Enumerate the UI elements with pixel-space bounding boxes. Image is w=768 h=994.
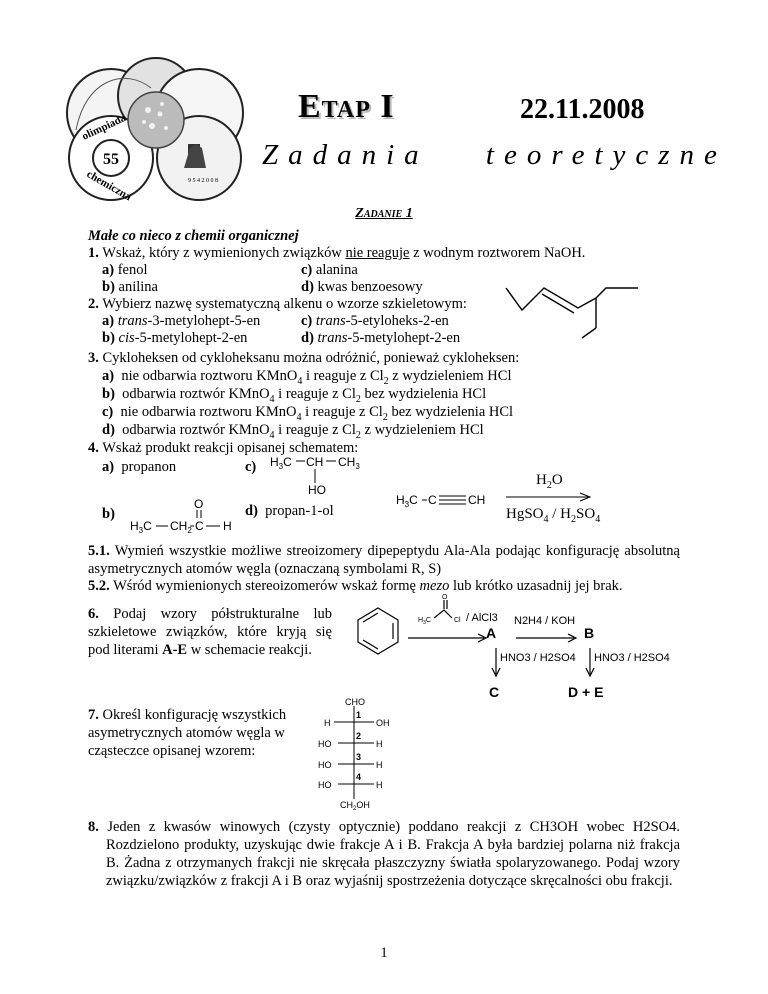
svg-text:CH3: $CH_3$ (338, 455, 360, 471)
stage-title: Etap I (298, 88, 395, 125)
svg-text:H3C: $H_3C$ (270, 455, 292, 471)
label-B: B (584, 625, 595, 641)
svg-text:HO: HO (318, 760, 332, 770)
exam-date: 22.11.2008 (520, 94, 645, 125)
svg-text:C: C (195, 519, 204, 533)
q3-option-d: d) odbarwia roztwór KMnO$_4$ i reaguje z $Cl_2$ z wydzieleniem HCl (102, 422, 484, 441)
q4-option-d: d) propan-1-ol (245, 503, 334, 519)
q1-option-a: a) fenol (102, 262, 148, 278)
q3-option-c: c) nie odbarwia roztworu KMnO$_4$ i reaguje z $Cl_2$ bez wydzielenia HCl (102, 404, 514, 423)
svg-text:CH: CH (306, 455, 324, 469)
q2-option-a: a) trans-3-metylohept-5-en (102, 313, 261, 329)
svg-text:2: 2 (356, 731, 362, 741)
q4-option-a: a) propanon (102, 459, 177, 475)
svg-text:H: H (376, 780, 383, 790)
q3-option-a: a) nie odbarwia roztworu KMnO$_4$ i reaguje z $Cl_2$ z wydzieleniem HCl (102, 368, 512, 387)
svg-text:3: 3 (356, 752, 362, 762)
svg-text:HO: HO (318, 739, 332, 749)
q2-option-b: b) cis-5-metylohept-2-en (102, 330, 248, 346)
question-5-1: 5.1. Wymień wszystkie możliwe streoizomery dipepeptydu Ala-Ala podając konfigurację absolutną asymetrycznych atomów węgla (oznaczaną symbolami R, S) (88, 543, 680, 577)
q3-option-b: b) odbarwia roztwór KMnO$_4$ i reaguje z $Cl_2$ bez wydzielenia HCl (102, 386, 487, 405)
svg-text:1: 1 (356, 710, 362, 720)
isopropanol-formula (268, 452, 368, 502)
propanal-formula (128, 496, 248, 536)
reagent-nitration-1: HNO3 / H2SO4 (500, 652, 576, 664)
label-DE: D + E (568, 684, 604, 700)
svg-text:H3C: $H_3C$ (418, 617, 431, 626)
page-number: 1 (380, 945, 388, 961)
svg-text:olimpiada: olimpiada (80, 111, 128, 143)
q2-option-d: d) trans-5-metylohept-2-en (301, 330, 461, 346)
svg-text:OH: OH (376, 718, 390, 728)
section-title: Małe co nieco z chemii organicznej (88, 228, 299, 244)
question-5-2: 5.2. Wśród wymienionych stereoizomerów wskaż formę mezo lub krótko uzasadnij jej brak. (88, 578, 623, 594)
label-A: A (486, 625, 497, 641)
question-6: 6. Podaj wzory półstrukturalne lub szkieletowe związków, które kryją się pod literami A-E w schemacie reakcji. (88, 606, 332, 658)
q1-option-c: c) alanina (301, 262, 358, 278)
label-C: C (489, 684, 500, 700)
question-4: 4. Wskaż produkt reakcji opisanej schematem: (88, 440, 359, 456)
svg-text:O: O (442, 594, 448, 601)
svg-text:CH: CH (468, 493, 486, 507)
q1-option-b: b) anilina (102, 279, 158, 295)
svg-text:HO: HO (308, 483, 326, 497)
question-7: 7. Określ konfigurację wszystkich asymetrycznych atomów węgla w cząsteczce opisanej wzorem: (88, 707, 287, 759)
q1-option-d: d) kwas benzoesowy (301, 279, 423, 295)
reagent-hydrazine: N2H4 / KOH (514, 615, 576, 627)
svg-text:HO: HO (318, 780, 332, 790)
reagent-alcl3: / AlCl3 (466, 612, 498, 624)
svg-text:H: H (324, 718, 331, 728)
svg-text:55: 55 (103, 151, 119, 168)
alkene-skeletal-formula (500, 280, 660, 340)
svg-text:CH2OH: $CH_2OH$ (340, 800, 370, 812)
q4-option-c-key: c) (245, 459, 257, 475)
svg-text:O: O (194, 497, 204, 511)
reagent-water: $H_2O$ (536, 472, 563, 491)
olympiad-logo (56, 48, 256, 208)
svg-text:CH2: $CH_2$ (170, 519, 192, 535)
question-3: 3. Cykloheksen od cykloheksanu można odróżnić, ponieważ cykloheksen: (88, 350, 520, 366)
reagent-nitration-2: HNO3 / H2SO4 (594, 652, 670, 664)
svg-text:4: 4 (356, 772, 362, 782)
svg-text:C: C (428, 493, 437, 507)
question-1: 1. Wskaż, który z wymienionych związków nie reaguje z wodnym roztworem NaOH. (88, 245, 586, 261)
exam-subtitle: Zadania teoretyczne (262, 139, 727, 171)
svg-text:H3C: $H_3C$ (396, 493, 418, 509)
task-heading: Zadanie 1 (355, 206, 413, 221)
q2-option-c: c) trans-5-etyloheks-2-en (301, 313, 449, 329)
fischer-projection (318, 696, 398, 812)
question-2: 2. Wybierz nazwę systematyczną alkenu o wzorze szkieletowym: (88, 296, 467, 312)
svg-text:H: H (376, 760, 383, 770)
svg-text:9 5 4 2 0 0 8: 9 5 4 2 0 0 8 (188, 178, 218, 184)
svg-text:H: H (376, 739, 383, 749)
svg-text:H3C: $H_3C$ (130, 519, 152, 535)
reaction-scheme-6 (338, 592, 688, 702)
svg-text:CHO: CHO (345, 697, 365, 707)
svg-text:chemiczna: chemiczna (84, 168, 134, 204)
question-8: 8. Jeden z kwasów winowych (czysty optycznie) poddano reakcji z CH3OH wobec H2SO4. Rozdzielono produkty, uzyskując dwie frakcje A i B. Frakcja A była bardziej polarna niż frakcja B. Żadna z otrzymanych frakcji nie skręcała płaszczyzny światła spolaryzowanego. Podaj wzory związku/związków z frakcji A i B oraz wyjaśnij spostrzeżenia dotyczące skręcalności obu frakcji. (88, 819, 680, 889)
reagent-hgso4: HgSO$_4$ / $H_2SO_4$ (506, 506, 601, 525)
q4-option-b-key: b) (102, 506, 115, 522)
svg-text:H: H (223, 519, 232, 533)
svg-text:Cl: Cl (454, 617, 461, 624)
